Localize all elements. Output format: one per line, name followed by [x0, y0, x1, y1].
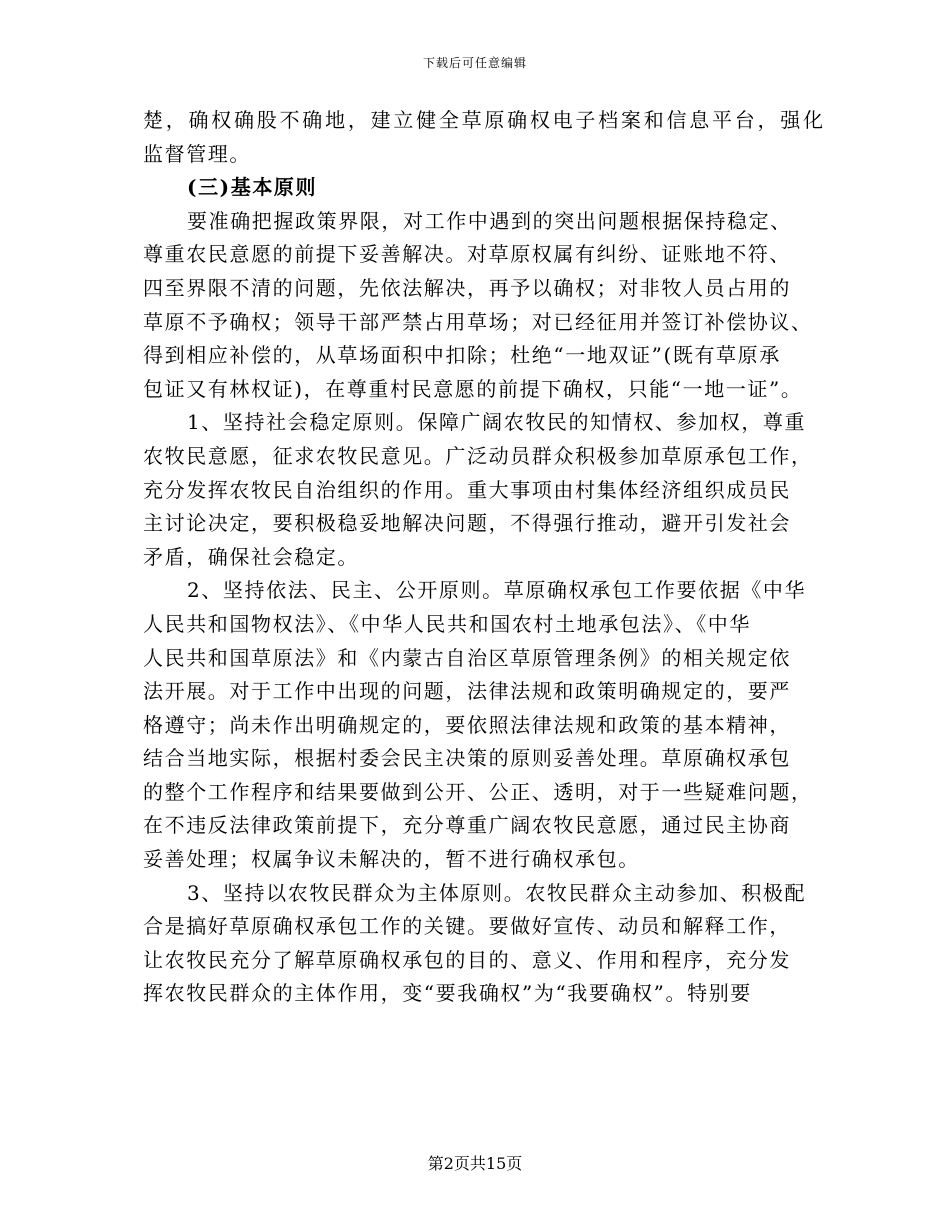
text-line: 的整个工作程序和结果要做到公开、公正、透明，对于一些疑难问题， — [143, 779, 813, 804]
text-line: 要准确把握政策界限，对工作中遇到的突出问题根据保持稳定、 — [187, 208, 792, 233]
text-line: 挥农牧民群众的主体作用，变“要我确权”为“我要确权”。特别要 — [143, 981, 752, 1006]
text-line: 草原不予确权；领导干部严禁占用草场；对已经征用并签订补偿协议、 — [143, 309, 813, 334]
text-line: 2、坚持依法、民主、公开原则。草原确权承包工作要依据《中华 — [187, 578, 807, 603]
text-line: 农牧民意愿，征求农牧民意见。广泛动员群众积极参加草原承包工作， — [143, 443, 813, 468]
text-line: 妥善处理；权属争议未解决的，暂不进行确权承包。 — [143, 847, 640, 872]
text-line: 充分发挥农牧民自治组织的作用。重大事项由村集体经济组织成员民 — [143, 477, 791, 502]
text-line: 格遵守；尚未作出明确规定的，要依照法律法规和政策的基本精神， — [143, 712, 791, 737]
text-line: 得到相应补偿的，从草场面积中扣除；杜绝“一地双证”(既有草原承 — [143, 343, 781, 368]
document-body — [143, 104, 823, 1011]
text-line: 法开展。对于工作中出现的问题，法律法规和政策明确规定的，要严 — [143, 679, 791, 704]
text-line: 结合当地实际，根据村委会民主决策的原则妥善处理。草原确权承包 — [143, 746, 791, 771]
text-line: 合是搞好草原确权承包工作的关键。要做好宣传、动员和解释工作， — [143, 914, 791, 939]
text-line: 1、坚持社会稳定原则。保障广阔农牧民的知情权、参加权，尊重 — [187, 410, 807, 435]
text-line: 3、坚持以农牧民群众为主体原则。农牧民群众主动参加、积极配 — [187, 880, 807, 905]
text-line: 人民共和国物权法》、《中华人民共和国农村土地承包法》、《中华 — [143, 611, 751, 636]
text-line: 楚，确权确股不确地，建立健全草原确权电子档案和信息平台，强化 — [143, 108, 823, 132]
text-line: 人民共和国草原法》和《内蒙古自治区草原管理条例》的相关规定依 — [143, 645, 791, 670]
text-line: 包证又有林权证)，在尊重村民意愿的前提下确权，只能“一地一证”。 — [143, 376, 803, 401]
page-number: 第2页共15页 — [427, 1154, 523, 1173]
text-line: 矛盾，确保社会稳定。 — [143, 544, 359, 569]
text-line: 让农牧民充分了解草原确权承包的目的、意义、作用和程序，充分发 — [143, 947, 791, 972]
text-line: 主讨论决定，要积极稳妥地解决问题，不得强行推动，避开引发社会 — [143, 511, 791, 536]
text-line: 尊重农民意愿的前提下妥善解决。对草原权属有纠纷、证账地不符、 — [143, 242, 791, 267]
text-line: 在不违反法律政策前提下，充分尊重广阔农牧民意愿，通过民主协商 — [143, 813, 791, 838]
section-heading: (三)基本原则 — [187, 175, 318, 200]
header-note: 下载后可任意编辑 — [422, 56, 527, 70]
text-line: 四至界限不清的问题，先依法解决，再予以确权；对非牧人员占用的 — [143, 275, 791, 300]
text-line: 监督管理。 — [143, 141, 251, 166]
